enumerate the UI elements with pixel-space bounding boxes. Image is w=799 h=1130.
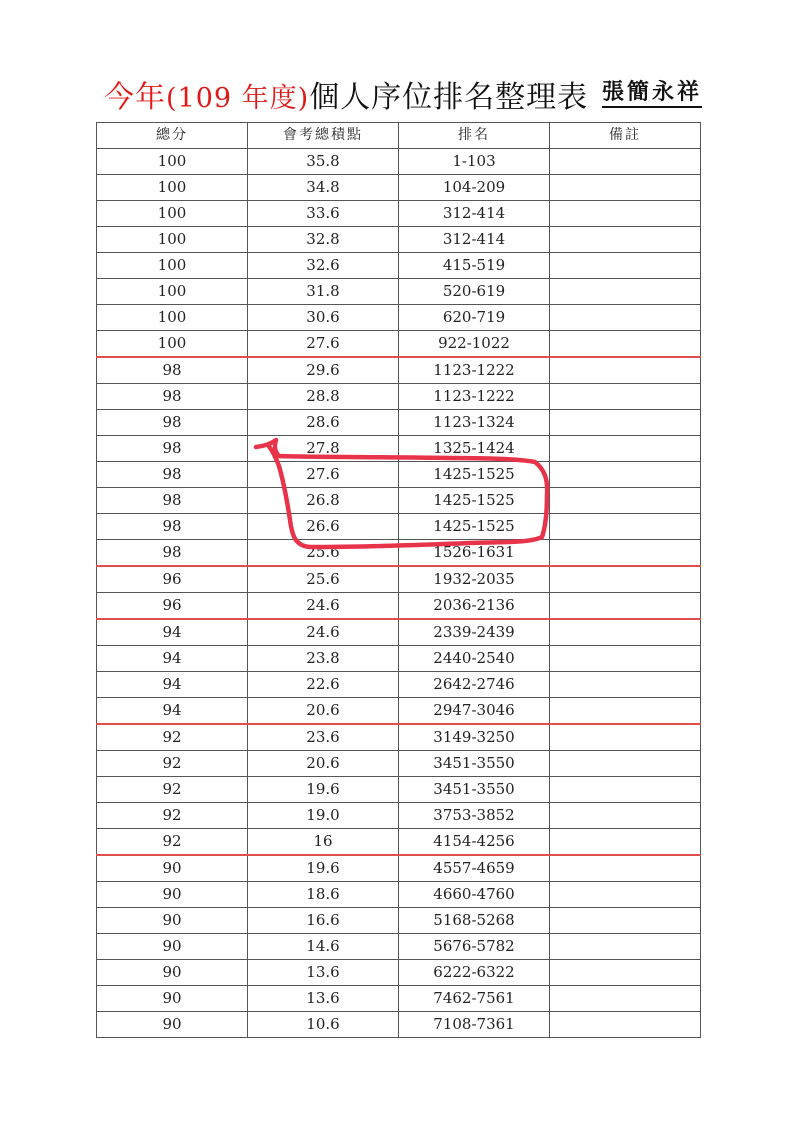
table-row (97, 672, 701, 698)
table-row (97, 593, 701, 620)
table-row (97, 724, 701, 751)
cell-exam-points: 20.6 (248, 751, 399, 777)
header-total-score: 總分 (97, 123, 248, 149)
cell-note (550, 305, 701, 331)
cell-note (550, 227, 701, 253)
ranking-table (96, 122, 701, 1038)
cell-exam-points: 27.8 (248, 436, 399, 462)
table-row (97, 908, 701, 934)
page-title (104, 72, 588, 116)
cell-total-score: 92 (97, 803, 248, 829)
cell-rank: 620-719 (399, 305, 550, 331)
cell-exam-points: 33.6 (248, 201, 399, 227)
title-main: 個人序位排名整理表 (309, 80, 589, 115)
cell-exam-points: 22.6 (248, 672, 399, 698)
cell-exam-points: 30.6 (248, 305, 399, 331)
author-name: 張簡永祥 (602, 80, 702, 108)
cell-rank: 1526-1631 (399, 540, 550, 567)
cell-total-score: 98 (97, 384, 248, 410)
table-row (97, 436, 701, 462)
cell-exam-points: 23.8 (248, 646, 399, 672)
cell-rank: 312-414 (399, 201, 550, 227)
cell-total-score: 90 (97, 960, 248, 986)
cell-rank: 1123-1324 (399, 410, 550, 436)
table-row (97, 410, 701, 436)
table-row (97, 986, 701, 1012)
cell-total-score: 98 (97, 514, 248, 540)
table-row (97, 566, 701, 593)
cell-rank: 2642-2746 (399, 672, 550, 698)
table-row (97, 803, 701, 829)
table-row (97, 227, 701, 253)
cell-total-score: 90 (97, 1012, 248, 1038)
cell-note (550, 514, 701, 540)
cell-rank: 1425-1525 (399, 462, 550, 488)
cell-note (550, 646, 701, 672)
cell-exam-points: 25.6 (248, 540, 399, 567)
table-row (97, 540, 701, 567)
cell-note (550, 619, 701, 646)
cell-note (550, 593, 701, 620)
cell-total-score: 100 (97, 331, 248, 358)
cell-exam-points: 24.6 (248, 619, 399, 646)
cell-exam-points: 13.6 (248, 986, 399, 1012)
cell-total-score: 92 (97, 724, 248, 751)
cell-exam-points: 28.6 (248, 410, 399, 436)
cell-note (550, 357, 701, 384)
cell-note (550, 566, 701, 593)
table-row (97, 777, 701, 803)
cell-note (550, 934, 701, 960)
table-row (97, 331, 701, 358)
cell-rank: 1123-1222 (399, 384, 550, 410)
cell-rank: 3451-3550 (399, 751, 550, 777)
table-row (97, 253, 701, 279)
cell-total-score: 100 (97, 279, 248, 305)
cell-exam-points: 28.8 (248, 384, 399, 410)
cell-note (550, 908, 701, 934)
cell-rank: 5676-5782 (399, 934, 550, 960)
cell-note (550, 724, 701, 751)
cell-note (550, 384, 701, 410)
cell-total-score: 92 (97, 751, 248, 777)
table-row (97, 201, 701, 227)
cell-exam-points: 19.6 (248, 855, 399, 882)
cell-rank: 4660-4760 (399, 882, 550, 908)
cell-exam-points: 27.6 (248, 331, 399, 358)
cell-total-score: 90 (97, 934, 248, 960)
table-row (97, 149, 701, 175)
cell-rank: 2947-3046 (399, 698, 550, 725)
cell-rank: 2440-2540 (399, 646, 550, 672)
cell-exam-points: 18.6 (248, 882, 399, 908)
cell-total-score: 92 (97, 777, 248, 803)
cell-rank: 1932-2035 (399, 566, 550, 593)
cell-total-score: 98 (97, 540, 248, 567)
cell-rank: 1425-1525 (399, 514, 550, 540)
cell-rank: 104-209 (399, 175, 550, 201)
cell-note (550, 201, 701, 227)
cell-note (550, 751, 701, 777)
cell-exam-points: 27.6 (248, 462, 399, 488)
cell-total-score: 96 (97, 566, 248, 593)
cell-exam-points: 14.6 (248, 934, 399, 960)
cell-exam-points: 19.0 (248, 803, 399, 829)
title-year: (109 年度) (166, 83, 310, 114)
cell-note (550, 777, 701, 803)
cell-total-score: 90 (97, 986, 248, 1012)
cell-rank: 1425-1525 (399, 488, 550, 514)
cell-exam-points: 25.6 (248, 566, 399, 593)
cell-exam-points: 20.6 (248, 698, 399, 725)
table-row (97, 1012, 701, 1038)
cell-note (550, 829, 701, 856)
table-row (97, 751, 701, 777)
cell-total-score: 98 (97, 488, 248, 514)
cell-exam-points: 32.6 (248, 253, 399, 279)
cell-total-score: 90 (97, 855, 248, 882)
cell-exam-points: 23.6 (248, 724, 399, 751)
cell-rank: 922-1022 (399, 331, 550, 358)
cell-total-score: 90 (97, 882, 248, 908)
cell-total-score: 98 (97, 436, 248, 462)
cell-note (550, 855, 701, 882)
cell-total-score: 94 (97, 619, 248, 646)
cell-note (550, 436, 701, 462)
cell-rank: 3149-3250 (399, 724, 550, 751)
cell-rank: 415-519 (399, 253, 550, 279)
cell-note (550, 803, 701, 829)
table-row (97, 175, 701, 201)
header-note: 備註 (550, 123, 701, 149)
cell-rank: 2036-2136 (399, 593, 550, 620)
cell-rank: 7108-7361 (399, 1012, 550, 1038)
cell-exam-points: 10.6 (248, 1012, 399, 1038)
cell-rank: 1123-1222 (399, 357, 550, 384)
cell-total-score: 100 (97, 149, 248, 175)
table-row (97, 384, 701, 410)
table-body (97, 149, 701, 1038)
cell-exam-points: 35.8 (248, 149, 399, 175)
table-row (97, 882, 701, 908)
cell-note (550, 986, 701, 1012)
cell-rank: 7462-7561 (399, 986, 550, 1012)
table-row (97, 698, 701, 725)
table-row (97, 488, 701, 514)
cell-exam-points: 31.8 (248, 279, 399, 305)
cell-total-score: 96 (97, 593, 248, 620)
cell-exam-points: 13.6 (248, 960, 399, 986)
cell-rank: 520-619 (399, 279, 550, 305)
cell-rank: 1325-1424 (399, 436, 550, 462)
cell-total-score: 90 (97, 908, 248, 934)
cell-exam-points: 16 (248, 829, 399, 856)
cell-note (550, 410, 701, 436)
cell-note (550, 960, 701, 986)
cell-total-score: 100 (97, 305, 248, 331)
cell-note (550, 253, 701, 279)
cell-note (550, 149, 701, 175)
table-row (97, 462, 701, 488)
cell-exam-points: 34.8 (248, 175, 399, 201)
table-row (97, 960, 701, 986)
cell-total-score: 98 (97, 410, 248, 436)
cell-note (550, 279, 701, 305)
title-prefix: 今年 (104, 80, 166, 115)
cell-exam-points: 19.6 (248, 777, 399, 803)
cell-total-score: 94 (97, 672, 248, 698)
table-row (97, 279, 701, 305)
cell-rank: 5168-5268 (399, 908, 550, 934)
table-row (97, 829, 701, 856)
table-row (97, 514, 701, 540)
cell-exam-points: 26.6 (248, 514, 399, 540)
cell-rank: 4557-4659 (399, 855, 550, 882)
cell-total-score: 94 (97, 698, 248, 725)
cell-rank: 312-414 (399, 227, 550, 253)
cell-total-score: 98 (97, 357, 248, 384)
header-rank: 排名 (399, 123, 550, 149)
cell-note (550, 540, 701, 567)
cell-rank: 2339-2439 (399, 619, 550, 646)
table-row (97, 646, 701, 672)
cell-rank: 4154-4256 (399, 829, 550, 856)
header-exam-points: 會考總積點 (248, 123, 399, 149)
cell-note (550, 882, 701, 908)
cell-rank: 3753-3852 (399, 803, 550, 829)
table-row (97, 934, 701, 960)
table-row (97, 357, 701, 384)
cell-total-score: 100 (97, 253, 248, 279)
cell-total-score: 92 (97, 829, 248, 856)
cell-note (550, 462, 701, 488)
cell-exam-points: 32.8 (248, 227, 399, 253)
table-header-row (97, 123, 701, 149)
cell-total-score: 94 (97, 646, 248, 672)
table-row (97, 619, 701, 646)
table-row (97, 305, 701, 331)
cell-note (550, 331, 701, 358)
cell-rank: 3451-3550 (399, 777, 550, 803)
cell-total-score: 100 (97, 201, 248, 227)
cell-note (550, 175, 701, 201)
cell-exam-points: 16.6 (248, 908, 399, 934)
cell-note (550, 488, 701, 514)
cell-rank: 6222-6322 (399, 960, 550, 986)
cell-exam-points: 24.6 (248, 593, 399, 620)
cell-rank: 1-103 (399, 149, 550, 175)
cell-exam-points: 29.6 (248, 357, 399, 384)
table-row (97, 855, 701, 882)
cell-note (550, 698, 701, 725)
cell-exam-points: 26.8 (248, 488, 399, 514)
cell-total-score: 98 (97, 462, 248, 488)
cell-note (550, 1012, 701, 1038)
cell-total-score: 100 (97, 227, 248, 253)
cell-note (550, 672, 701, 698)
cell-total-score: 100 (97, 175, 248, 201)
